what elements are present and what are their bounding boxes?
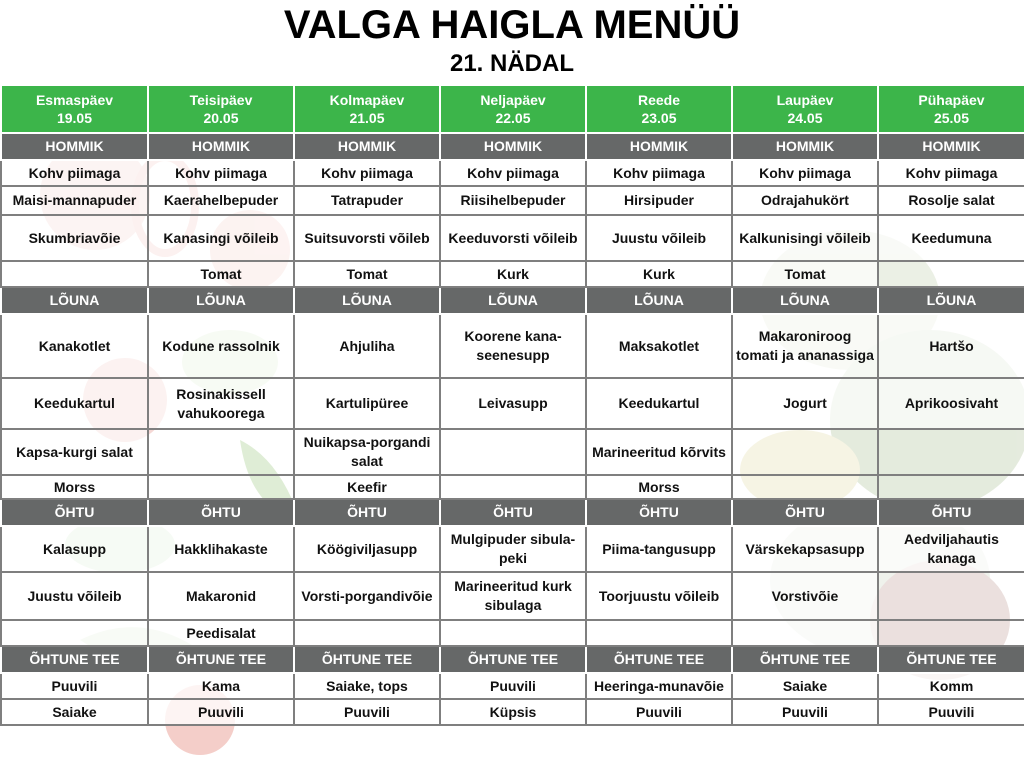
day-date: 24.05 [787, 110, 823, 126]
menu-cell [878, 429, 1024, 475]
menu-cell [878, 620, 1024, 646]
section-header-row-louna [1, 287, 1024, 314]
menu-cell: Tomat [148, 261, 294, 287]
menu-cell [878, 261, 1024, 287]
menu-row [1, 572, 1024, 620]
menu-cell [294, 620, 440, 646]
menu-cell: Keefir [294, 475, 440, 499]
section-label: LÕUNA [1, 287, 148, 314]
menu-cell [440, 475, 586, 499]
section-label: LÕUNA [440, 287, 586, 314]
menu-cell: Ahjuliha [294, 314, 440, 378]
menu-cell: Kaerahelbepuder [148, 186, 294, 215]
menu-cell [440, 429, 586, 475]
day-header [294, 85, 440, 133]
menu-cell: Keeduvorsti võileib [440, 215, 586, 261]
day-name: Reede [637, 92, 681, 108]
menu-cell [878, 572, 1024, 620]
menu-row [1, 526, 1024, 572]
menu-row [1, 314, 1024, 378]
menu-cell: Kanasingi võileib [148, 215, 294, 261]
menu-cell: Koorene kana-seenesupp [440, 314, 586, 378]
menu-cell: Kohv piimaga [878, 160, 1024, 186]
section-header-row-ohtu [1, 499, 1024, 526]
day-header [878, 85, 1024, 133]
section-label: ÕHTUNE TEE [440, 646, 586, 673]
menu-cell: Puuvili [148, 699, 294, 725]
menu-row [1, 429, 1024, 475]
menu-cell: Makaroniroog tomati ja ananassiga [732, 314, 878, 378]
section-label: LÕUNA [148, 287, 294, 314]
menu-cell [1, 261, 148, 287]
menu-row [1, 215, 1024, 261]
day-name: Pühapäev [918, 92, 985, 108]
menu-cell: Maisi-mannapuder [1, 186, 148, 215]
day-header [148, 85, 294, 133]
section-label: ÕHTU [878, 499, 1024, 526]
menu-cell: Vorsti-porgandivõie [294, 572, 440, 620]
section-label: HOMMIK [1, 133, 148, 160]
menu-cell: Aprikoosivaht [878, 378, 1024, 429]
section-label: ÕHTU [732, 499, 878, 526]
menu-cell [732, 475, 878, 499]
menu-cell: Tomat [294, 261, 440, 287]
section-label: HOMMIK [878, 133, 1024, 160]
menu-cell: Odrajahukört [732, 186, 878, 215]
menu-cell: Maksakotlet [586, 314, 732, 378]
day-date: 22.05 [495, 110, 531, 126]
day-header [1, 85, 148, 133]
section-label: ÕHTUNE TEE [586, 646, 732, 673]
section-label: ÕHTUNE TEE [294, 646, 440, 673]
menu-cell: Kohv piimaga [440, 160, 586, 186]
section-label: ÕHTU [586, 499, 732, 526]
menu-cell: Puuvili [1, 673, 148, 699]
menu-cell: Vorstivõie [732, 572, 878, 620]
menu-row [1, 475, 1024, 499]
menu-cell: Kohv piimaga [586, 160, 732, 186]
menu-cell: Piima-tangusupp [586, 526, 732, 572]
section-label: HOMMIK [148, 133, 294, 160]
menu-row [1, 699, 1024, 725]
day-header [732, 85, 878, 133]
menu-cell: Saiake [1, 699, 148, 725]
menu-cell: Kohv piimaga [732, 160, 878, 186]
menu-cell: Juustu võileib [586, 215, 732, 261]
menu-cell: Kohv piimaga [1, 160, 148, 186]
menu-cell [148, 429, 294, 475]
menu-cell: Rosinakissell vahukoorega [148, 378, 294, 429]
menu-cell: Kohv piimaga [294, 160, 440, 186]
section-label: ÕHTUNE TEE [732, 646, 878, 673]
section-label: LÕUNA [878, 287, 1024, 314]
menu-cell: Komm [878, 673, 1024, 699]
menu-row [1, 673, 1024, 699]
day-name: Teisipäev [189, 92, 253, 108]
menu-cell: Kodune rassolnik [148, 314, 294, 378]
section-label: LÕUNA [294, 287, 440, 314]
section-label: HOMMIK [732, 133, 878, 160]
menu-cell: Leivasupp [440, 378, 586, 429]
day-name: Kolmapäev [329, 92, 405, 108]
menu-row [1, 620, 1024, 646]
day-date: 19.05 [56, 110, 93, 126]
menu-cell: Hakklihakaste [148, 526, 294, 572]
menu-cell: Kanakotlet [1, 314, 148, 378]
menu-cell: Rosolje salat [878, 186, 1024, 215]
menu-cell [440, 620, 586, 646]
section-label: HOMMIK [440, 133, 586, 160]
page-title: VALGA HAIGLA MENÜÜ [283, 3, 741, 47]
section-label: ÕHTUNE TEE [1, 646, 148, 673]
menu-cell: Makaronid [148, 572, 294, 620]
menu-cell: Köögiviljasupp [294, 526, 440, 572]
section-label: ÕHTU [1, 499, 148, 526]
menu-cell: Jogurt [732, 378, 878, 429]
day-name: Laupäev [776, 92, 834, 108]
menu-cell: Skumbriavõie [1, 215, 148, 261]
section-label: ÕHTU [148, 499, 294, 526]
menu-cell: Morss [1, 475, 148, 499]
menu-cell: Keedumuna [878, 215, 1024, 261]
menu-cell [878, 475, 1024, 499]
menu-cell [732, 620, 878, 646]
day-date: 21.05 [349, 110, 385, 126]
menu-cell: Kapsa-kurgi salat [1, 429, 148, 475]
menu-cell: Puuvili [294, 699, 440, 725]
section-label: ÕHTU [294, 499, 440, 526]
menu-cell: Morss [586, 475, 732, 499]
menu-cell [148, 475, 294, 499]
menu-cell [586, 620, 732, 646]
day-name: Neljapäev [480, 92, 546, 108]
section-header-row-hommik [1, 133, 1024, 160]
menu-cell: Värskekapsasupp [732, 526, 878, 572]
menu-cell: Puuvili [878, 699, 1024, 725]
section-label: HOMMIK [294, 133, 440, 160]
menu-cell: Saiake, tops [294, 673, 440, 699]
section-label: HOMMIK [586, 133, 732, 160]
week-label: 21. NÄDAL [449, 50, 575, 77]
menu-cell: Juustu võileib [1, 572, 148, 620]
menu-cell: Marineeritud kurk sibulaga [440, 572, 586, 620]
menu-cell: Tatrapuder [294, 186, 440, 215]
menu-cell: Kama [148, 673, 294, 699]
section-label: LÕUNA [732, 287, 878, 314]
day-header [440, 85, 586, 133]
menu-cell: Kalasupp [1, 526, 148, 572]
day-header [586, 85, 732, 133]
menu-cell: Mulgipuder sibula-peki [440, 526, 586, 572]
day-date: 20.05 [203, 110, 239, 126]
menu-cell: Kohv piimaga [148, 160, 294, 186]
menu-cell: Peedisalat [148, 620, 294, 646]
menu-cell: Riisihelbepuder [440, 186, 586, 215]
section-header-row-ohtune-tee [1, 646, 1024, 673]
menu-row [1, 186, 1024, 215]
day-date: 25.05 [933, 110, 970, 126]
menu-cell: Kalkunisingi võileib [732, 215, 878, 261]
day-header-row [1, 85, 1024, 133]
menu-cell: Küpsis [440, 699, 586, 725]
section-label: ÕHTUNE TEE [878, 646, 1024, 673]
menu-cell: Marineeritud kõrvits [586, 429, 732, 475]
menu-cell: Puuvili [586, 699, 732, 725]
menu-cell: Saiake [732, 673, 878, 699]
section-label: ÕHTU [440, 499, 586, 526]
menu-cell: Aedviljahautis kanaga [878, 526, 1024, 572]
menu-cell: Tomat [732, 261, 878, 287]
section-label: LÕUNA [586, 287, 732, 314]
menu-cell: Keedukartul [586, 378, 732, 429]
menu-cell: Kurk [586, 261, 732, 287]
menu-cell: Puuvili [440, 673, 586, 699]
menu-cell [732, 429, 878, 475]
menu-row [1, 160, 1024, 186]
menu-cell: Suitsuvorsti võileb [294, 215, 440, 261]
menu-cell: Hartšo [878, 314, 1024, 378]
menu-cell: Puuvili [732, 699, 878, 725]
day-name: Esmaspäev [35, 92, 114, 108]
menu-cell: Keedukartul [1, 378, 148, 429]
menu-table [0, 84, 1024, 726]
menu-cell: Hirsipuder [586, 186, 732, 215]
menu-cell: Nuikapsa-porgandi salat [294, 429, 440, 475]
menu-cell [1, 620, 148, 646]
menu-cell: Kurk [440, 261, 586, 287]
menu-row [1, 378, 1024, 429]
day-date: 23.05 [641, 110, 677, 126]
menu-cell: Kartulipüree [294, 378, 440, 429]
menu-row [1, 261, 1024, 287]
menu-cell: Heeringa-munavõie [586, 673, 732, 699]
section-label: ÕHTUNE TEE [148, 646, 294, 673]
menu-cell: Toorjuustu võileib [586, 572, 732, 620]
